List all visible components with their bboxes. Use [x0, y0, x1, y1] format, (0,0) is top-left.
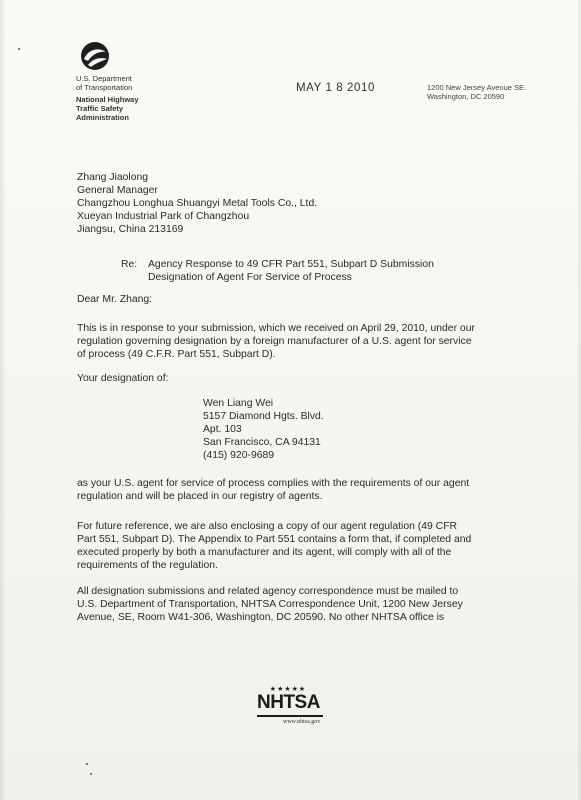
paragraph-3-line: Part 551, Subpart D). The Appendix to Part 551 contains a form that, if completed and [77, 534, 472, 545]
paragraph-1-line: regulation governing designation by a foreign manufacturer of a U.S. agent for service [77, 336, 472, 347]
recipient-address [77, 171, 517, 236]
recipient-name: Zhang Jiaolong [77, 172, 149, 183]
paragraph-4-line: All designation submissions and related agency correspondence must be mailed to [77, 586, 459, 597]
paragraph-1 [77, 322, 535, 361]
agent-address [203, 397, 463, 462]
paragraph-1-line: This is in response to your submission, which we received on April 29, 2010, under our [77, 323, 475, 334]
paragraph-3-line: executed properly by both a manufacturer and its agent, will comply with all of the [77, 547, 452, 558]
designation-intro: Your designation of: [77, 373, 169, 384]
paragraph-3 [77, 520, 535, 572]
subject-line-2: Designation of Agent For Service of Process [148, 272, 352, 283]
return-address-line-2: Washington, DC 20590 [427, 92, 505, 101]
admin-line-2: Traffic Safety [76, 104, 124, 113]
scan-speck [86, 763, 88, 765]
agent-street: 5157 Diamond Hgts. Blvd. [203, 411, 324, 422]
subject-label: Re: [121, 259, 138, 270]
paragraph-4-line: Avenue, SE, Room W41-306, Washington, DC 20590. No other NHTSA office is [77, 612, 445, 623]
return-address [427, 83, 567, 101]
nhtsa-url: www.nhtsa.gov [283, 719, 321, 725]
recipient-city: Jiangsu, China 213169 [77, 224, 184, 235]
subject-line-1: Agency Response to 49 CFR Part 551, Subpart D Submission [148, 259, 434, 270]
recipient-title: General Manager [77, 185, 158, 196]
paragraph-1-line: of process (49 C.F.R. Part 551, Subpart D). [77, 349, 276, 360]
paragraph-2 [77, 477, 535, 503]
scan-speck [18, 48, 20, 50]
return-address-line-1: 1200 New Jersey Avenue SE. [427, 83, 527, 92]
paragraph-3-line: For future reference, we are also enclosing a copy of our agent regulation (49 CFR [77, 521, 458, 532]
paragraph-4-line: U.S. Department of Transportation, NHTSA Correspondence Unit, 1200 New Jersey [77, 599, 463, 610]
agent-city: San Francisco, CA 94131 [203, 437, 321, 448]
dept-line-2: of Transportation [76, 83, 133, 92]
admin-line-1: National Highway [76, 95, 139, 104]
nhtsa-logo [253, 685, 333, 735]
salutation: Dear Mr. Zhang: [77, 294, 153, 305]
letterhead [76, 74, 186, 122]
agent-apt: Apt. 103 [203, 424, 242, 435]
scan-speck [90, 773, 92, 775]
subject-line [148, 258, 508, 284]
scan-shadow [0, 0, 6, 800]
admin-line-3: Administration [76, 113, 129, 122]
recipient-company: Changzhou Longhua Shuangyi Metal Tools Co., Ltd. [77, 198, 318, 209]
nhtsa-underline [257, 715, 323, 717]
dept-line-1: U.S. Department [76, 74, 132, 83]
recipient-street: Xueyan Industrial Park of Changzhou [77, 211, 250, 222]
nhtsa-wordmark: NHTSA [257, 692, 320, 713]
agent-phone: (415) 920-9689 [203, 450, 275, 461]
paragraph-3-line: requirements of the regulation. [77, 560, 218, 571]
paragraph-4 [77, 585, 535, 624]
agent-name: Wen Liang Wei [203, 398, 274, 409]
admin-name [76, 95, 186, 122]
paragraph-2-line: as your U.S. agent for service of process complies with the requirements of our agent [77, 478, 470, 489]
dot-logo-icon [79, 40, 111, 72]
date-stamp: MAY 1 8 2010 [296, 82, 376, 94]
paragraph-2-line: regulation and will be placed in our registry of agents. [77, 491, 323, 502]
nhtsa-stars-icon: ★★★★★ [269, 686, 307, 693]
